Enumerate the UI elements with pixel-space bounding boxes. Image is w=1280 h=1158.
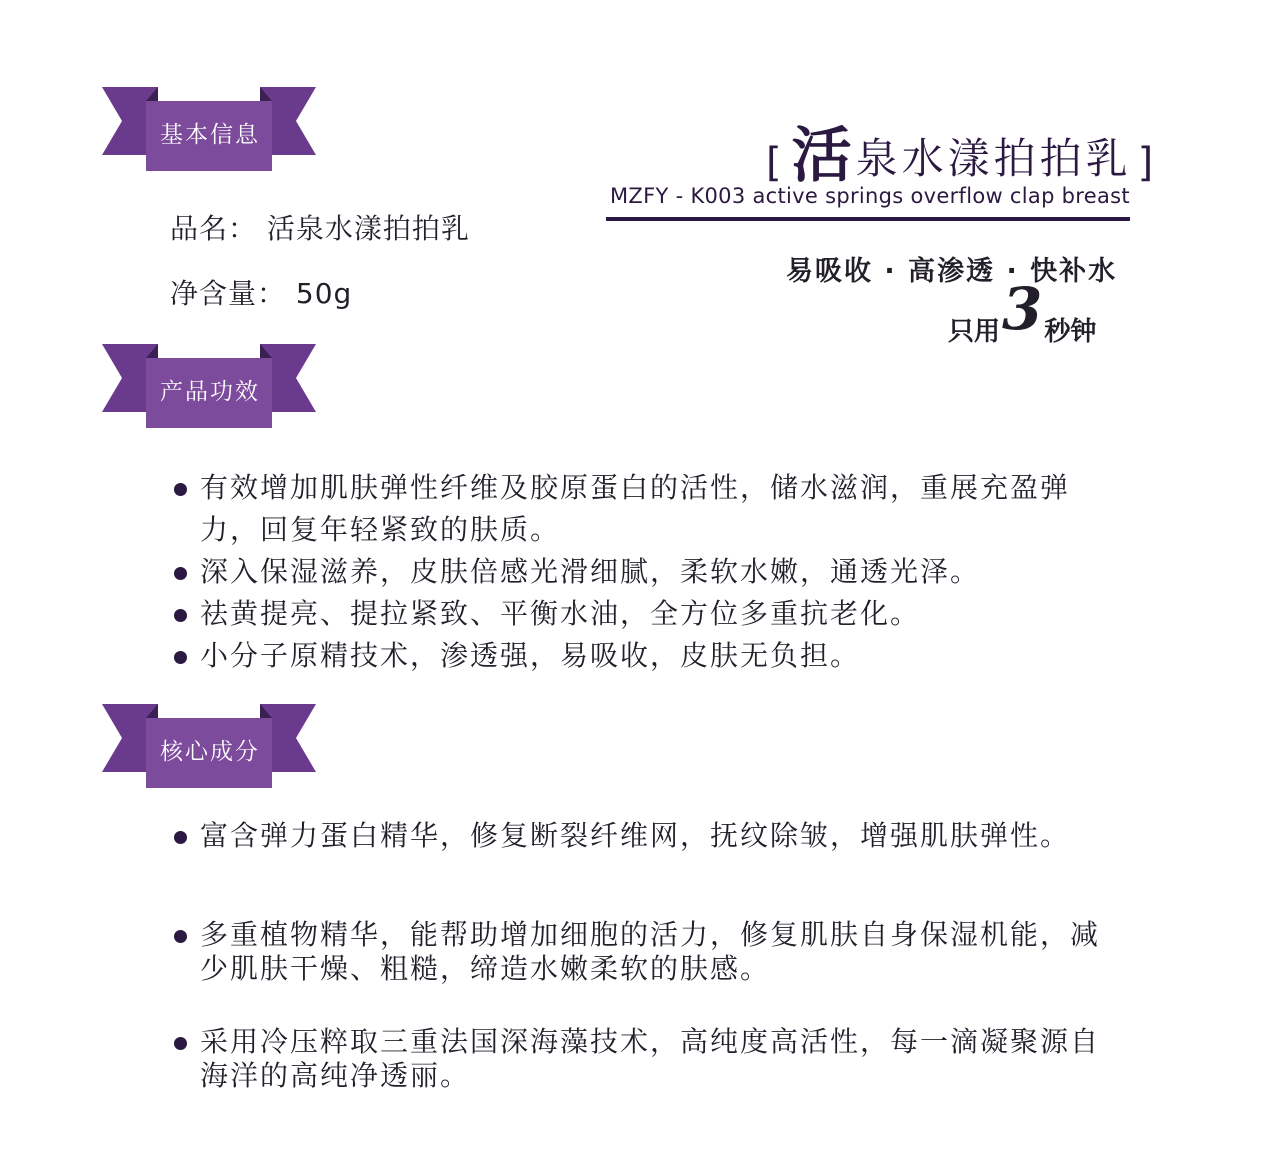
effect-text: 力，回复年轻紧致的肤质。 — [200, 513, 561, 546]
list-item — [170, 551, 1070, 593]
section-header-effects — [102, 342, 316, 430]
title-bracket-open: [ — [766, 140, 786, 186]
bullet-dot-icon — [174, 609, 187, 622]
section-label: 核心成分 — [160, 738, 260, 765]
ingredient-text: 多重植物精华，能帮助增加细胞的活力，修复肌肤自身保湿机能，减 — [200, 918, 1101, 951]
list-item — [170, 467, 1070, 509]
title-bracket-close: ] — [1137, 140, 1158, 186]
speed-number: 3 — [1002, 275, 1043, 343]
list-item — [170, 1025, 1100, 1059]
bullet-dot-icon — [174, 1037, 187, 1050]
ingredients-list-2 — [170, 918, 1100, 986]
title-divider — [606, 217, 1130, 221]
list-item — [170, 918, 1100, 952]
list-item-continuation — [170, 509, 1070, 551]
list-item-continuation — [170, 952, 1100, 986]
bullet-dot-icon — [174, 483, 187, 496]
effects-list — [170, 467, 1070, 677]
ingredients-list-3 — [170, 1025, 1100, 1093]
ingredients-list-1 — [170, 819, 1070, 853]
list-item — [170, 593, 1070, 635]
product-name-line: 品名： 活泉水漾拍拍乳 — [170, 212, 470, 245]
effect-text: 小分子原精技术，渗透强，易吸收，皮肤无负担。 — [200, 639, 861, 672]
bullet-dot-icon — [174, 831, 187, 844]
net-content-line: 净含量： 50g — [170, 277, 353, 310]
title-first-char: 活 — [791, 121, 856, 191]
speed-suffix: 秒钟 — [1044, 317, 1097, 347]
list-item-continuation — [170, 1059, 1100, 1093]
list-item — [170, 819, 1070, 853]
bullet-dot-icon — [174, 651, 187, 664]
ingredient-text: 富含弹力蛋白精华，修复断裂纤维网，抚纹除皱，增强肌肤弹性。 — [200, 819, 1071, 852]
ingredient-text: 海洋的高纯净透丽。 — [200, 1059, 471, 1092]
section-label: 基本信息 — [160, 121, 260, 148]
effect-text: 祛黄提亮、提拉紧致、平衡水油，全方位多重抗老化。 — [200, 597, 921, 630]
ingredient-text: 少肌肤干燥、粗糙，缔造水嫩柔软的肤感。 — [200, 952, 771, 985]
section-label: 产品功效 — [160, 378, 260, 405]
feature-tagline: 易吸收 · 高渗透 · 快补水 — [786, 256, 1118, 287]
section-header-basic-info — [102, 85, 316, 173]
product-subtitle: MZFY - K003 active springs overflow clap breast — [610, 184, 1130, 208]
speed-tagline — [948, 275, 1097, 348]
effect-text: 深入保湿滋养，皮肤倍感光滑细腻，柔软水嫩，通透光泽。 — [200, 555, 981, 588]
bullet-dot-icon — [174, 930, 187, 943]
effect-text: 有效增加肌肤弹性纤维及胶原蛋白的活性，储水滋润，重展充盈弹 — [200, 471, 1071, 504]
bullet-dot-icon — [174, 567, 187, 580]
speed-prefix: 只用 — [948, 317, 1001, 347]
title-rest: 泉水漾拍拍乳 — [855, 134, 1132, 183]
product-title — [760, 112, 1163, 191]
section-header-ingredients — [102, 702, 316, 790]
list-item — [170, 635, 1070, 677]
ingredient-text: 采用冷压粹取三重法国深海藻技术，高纯度高活性，每一滴凝聚源自 — [200, 1025, 1101, 1058]
